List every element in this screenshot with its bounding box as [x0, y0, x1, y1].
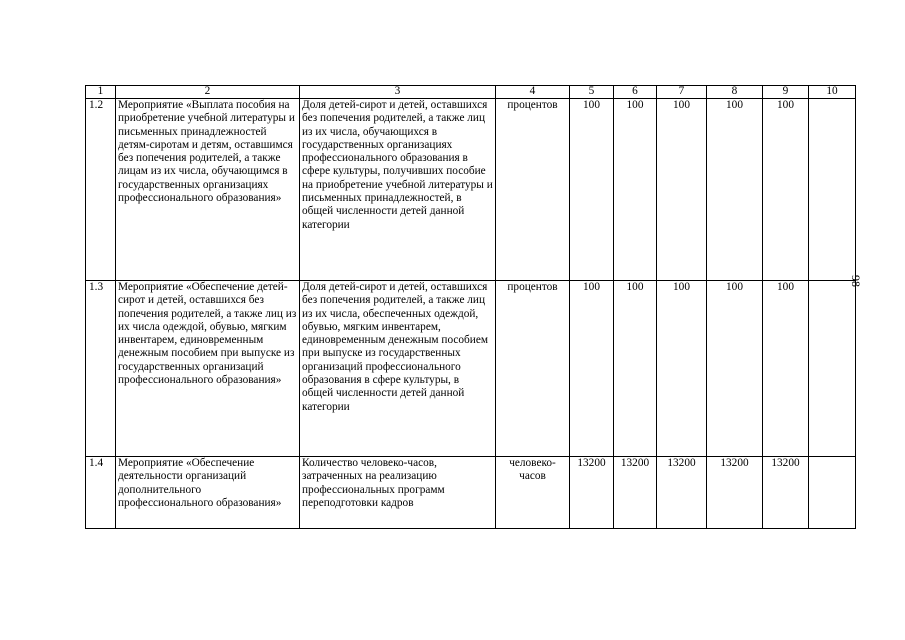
value-cell: 100: [707, 99, 763, 281]
column-header: 6: [614, 86, 657, 99]
value-cell: 13200: [657, 457, 707, 529]
indicators-table: [85, 85, 856, 529]
column-header: 9: [763, 86, 809, 99]
column-header: 1: [86, 86, 116, 99]
indicator-cell: Доля детей-сирот и детей, оставшихся без попечения родителей, а также лиц из их числа, обучающихся в государственных организациях профессионального образования в сфере культуры, получивших пособие на приобретение учебной литературы и письменных принадлежностей, в общей численности детей данной категории: [300, 99, 496, 281]
value-cell: 100: [763, 99, 809, 281]
indicator-cell: Доля детей-сирот и детей, оставшихся без попечения родителей, а также лиц из их числа, обеспеченных одеждой, обувью, мягким инвентарем, единовременным денежным пособием при выпуске из государственных организаций профессионального образования в сфере культуры, в общей численности детей данной категории: [300, 281, 496, 457]
table-row: [86, 281, 856, 457]
value-cell: [809, 281, 856, 457]
unit-cell: процентов: [496, 99, 570, 281]
table-row: [86, 99, 856, 281]
page-number: 98: [849, 275, 863, 287]
value-cell: 13200: [763, 457, 809, 529]
indicator-cell: Количество человеко-часов, затраченных на реализацию профессиональных программ переподготовки кадров: [300, 457, 496, 529]
column-header: 3: [300, 86, 496, 99]
column-header: 2: [116, 86, 300, 99]
value-cell: 100: [570, 281, 614, 457]
column-numbers-row: [86, 86, 856, 99]
value-cell: 100: [763, 281, 809, 457]
unit-cell: процентов: [496, 281, 570, 457]
row-number: 1.2: [86, 99, 116, 281]
value-cell: 13200: [570, 457, 614, 529]
value-cell: 100: [570, 99, 614, 281]
column-header: 10: [809, 86, 856, 99]
event-cell: Мероприятие «Обеспечение деятельности организаций дополнительного профессионального образования»: [116, 457, 300, 529]
column-header: 7: [657, 86, 707, 99]
value-cell: 13200: [707, 457, 763, 529]
event-cell: Мероприятие «Обеспечение детей-сирот и детей, оставшихся без попечения родителей, а также лиц из их числа одеждой, обувью, мягким инвентарем, единовременным денежным пособием при выпуске из государственных организаций профессионального образования»: [116, 281, 300, 457]
row-number: 1.3: [86, 281, 116, 457]
value-cell: 100: [657, 281, 707, 457]
value-cell: 100: [614, 99, 657, 281]
value-cell: 100: [614, 281, 657, 457]
column-header: 8: [707, 86, 763, 99]
value-cell: [809, 457, 856, 529]
value-cell: 13200: [614, 457, 657, 529]
column-header: 4: [496, 86, 570, 99]
row-number: 1.4: [86, 457, 116, 529]
unit-cell: человеко-часов: [496, 457, 570, 529]
value-cell: 100: [707, 281, 763, 457]
event-cell: Мероприятие «Выплата пособия на приобретение учебной литературы и письменных принадлежностей детям-сиротам и детям, оставшимся без попечения родителей, а также лицам из их числа, обучающимся в государственных организациях профессионального образования»: [116, 99, 300, 281]
column-header: 5: [570, 86, 614, 99]
value-cell: [809, 99, 856, 281]
table-row: [86, 457, 856, 529]
value-cell: 100: [657, 99, 707, 281]
